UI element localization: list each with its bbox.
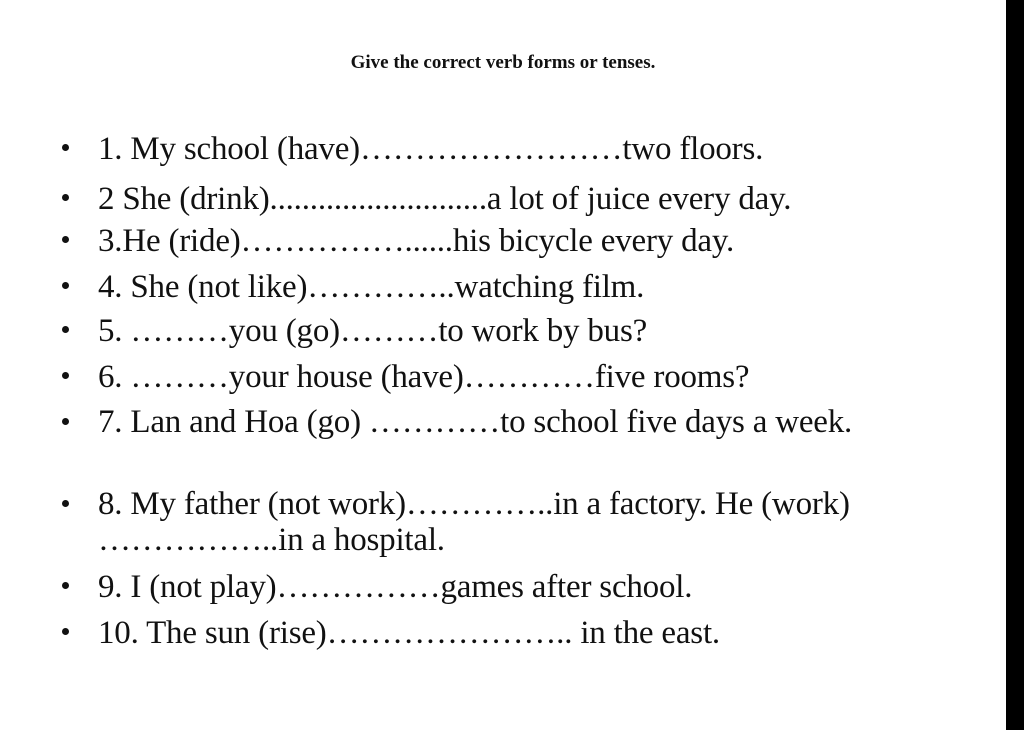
bullet-icon: [62, 282, 69, 289]
exercise-item-8: [98, 486, 898, 558]
exercise-item-4: [98, 268, 918, 306]
exercise-item-1: [98, 130, 918, 168]
exercise-item-9: [98, 568, 918, 606]
exercise-text-5: 5. ………you (go)………to work by bus?: [98, 313, 648, 349]
exercise-item-6: [98, 358, 918, 396]
bullet-icon: [62, 194, 69, 201]
exercise-item-5: [98, 312, 918, 350]
exercise-text-8: 8. My father (not work)…………..in a factory. He (work) ……………..in a hospital.: [98, 486, 850, 558]
exercise-text-4: 4. She (not like)…………..watching film.: [98, 269, 645, 305]
bullet-icon: [62, 144, 69, 151]
bullet-icon: [62, 582, 69, 589]
bullet-icon: [62, 326, 69, 333]
exercise-text-9: 9. I (not play)……………games after school.: [98, 569, 693, 605]
exercise-item-7: [98, 404, 898, 440]
exercise-item-10: [98, 614, 918, 652]
exercise-item-3: [98, 222, 918, 260]
exercise-item-2: [98, 180, 918, 218]
exercise-text-7: 7. Lan and Hoa (go) …………to school five days a week.: [98, 404, 853, 440]
exercise-text-1: 1. My school (have)……………………two floors.: [98, 131, 764, 167]
bullet-icon: [62, 372, 69, 379]
bullet-icon: [62, 236, 69, 243]
exercise-text-3: 3.He (ride)……………......his bicycle every day.: [98, 223, 735, 259]
worksheet-title: Give the correct verb forms or tenses.: [350, 52, 656, 73]
bullet-icon: [62, 500, 69, 507]
bullet-icon: [62, 628, 69, 635]
exercise-text-2: 2 She (drink)...........................a lot of juice every day.: [98, 181, 792, 217]
exercise-text-10: 10. The sun (rise)………………….. in the east.: [98, 615, 720, 651]
bullet-icon: [62, 418, 69, 425]
exercise-text-6: 6. ………your house (have)…………five rooms?: [98, 359, 750, 395]
